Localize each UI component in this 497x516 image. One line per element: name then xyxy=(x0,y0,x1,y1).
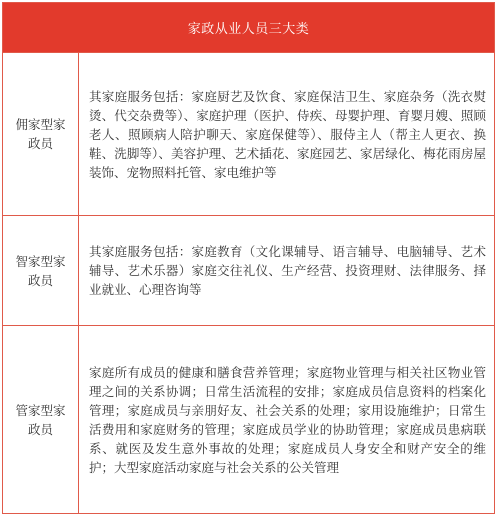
row-label-cell xyxy=(3,326,79,514)
row-content-cell xyxy=(79,216,494,325)
row-content: 其家庭服务包括：家庭教育（文化课辅导、语言辅导、电脑辅导、艺术辅导、艺术乐器）家庭交往礼仪、生产经营、投资理财、法律服务、择业就业、心理咨询等 xyxy=(89,244,486,297)
table-row xyxy=(3,53,494,216)
table-title: 家政从业人员三大类 xyxy=(3,3,494,53)
category-table xyxy=(2,2,495,514)
row-label: 智家型家政员 xyxy=(15,253,66,288)
table-row xyxy=(3,326,494,514)
row-content: 其家庭服务包括：家庭厨艺及饮食、家庭保洁卫生、家庭杂务（洗衣熨烫、代交杂费等）、家庭护理（医护、侍疾、母婴护理、育婴月嫂、照顾老人、照顾病人陪护聊天、家庭保健等）、服侍主人（帮主人更衣、换鞋、洗脚等）、美容护理、艺术插花、家庭园艺、家居绿化、梅花雨房屋装饰、宠物照料托管、家电维护等 xyxy=(89,88,486,180)
row-label-cell xyxy=(3,53,79,215)
row-label-cell xyxy=(3,216,79,325)
row-content: 家庭所有成员的健康和膳食营养管理；家庭物业管理与相关社区物业管理之间的关系协调；日常生活流程的安排；家庭成员信息资料的档案化管理；家庭成员与亲朋好友、社会关系的处理；家用设施维护；日常生活费用和家庭财务的管理；家庭成员学业的协助管理；家庭成员患病联系、就医及发生意外事故的处理；家庭成员人身安全和财产安全的维护；大型家庭活动家庭与社会关系的公关管理 xyxy=(89,365,486,475)
row-label: 佣家型家政员 xyxy=(15,117,66,151)
row-content-cell xyxy=(79,53,494,215)
row-content-cell xyxy=(79,326,494,514)
row-label: 管家型家政员 xyxy=(15,403,66,437)
table-row xyxy=(3,216,494,326)
